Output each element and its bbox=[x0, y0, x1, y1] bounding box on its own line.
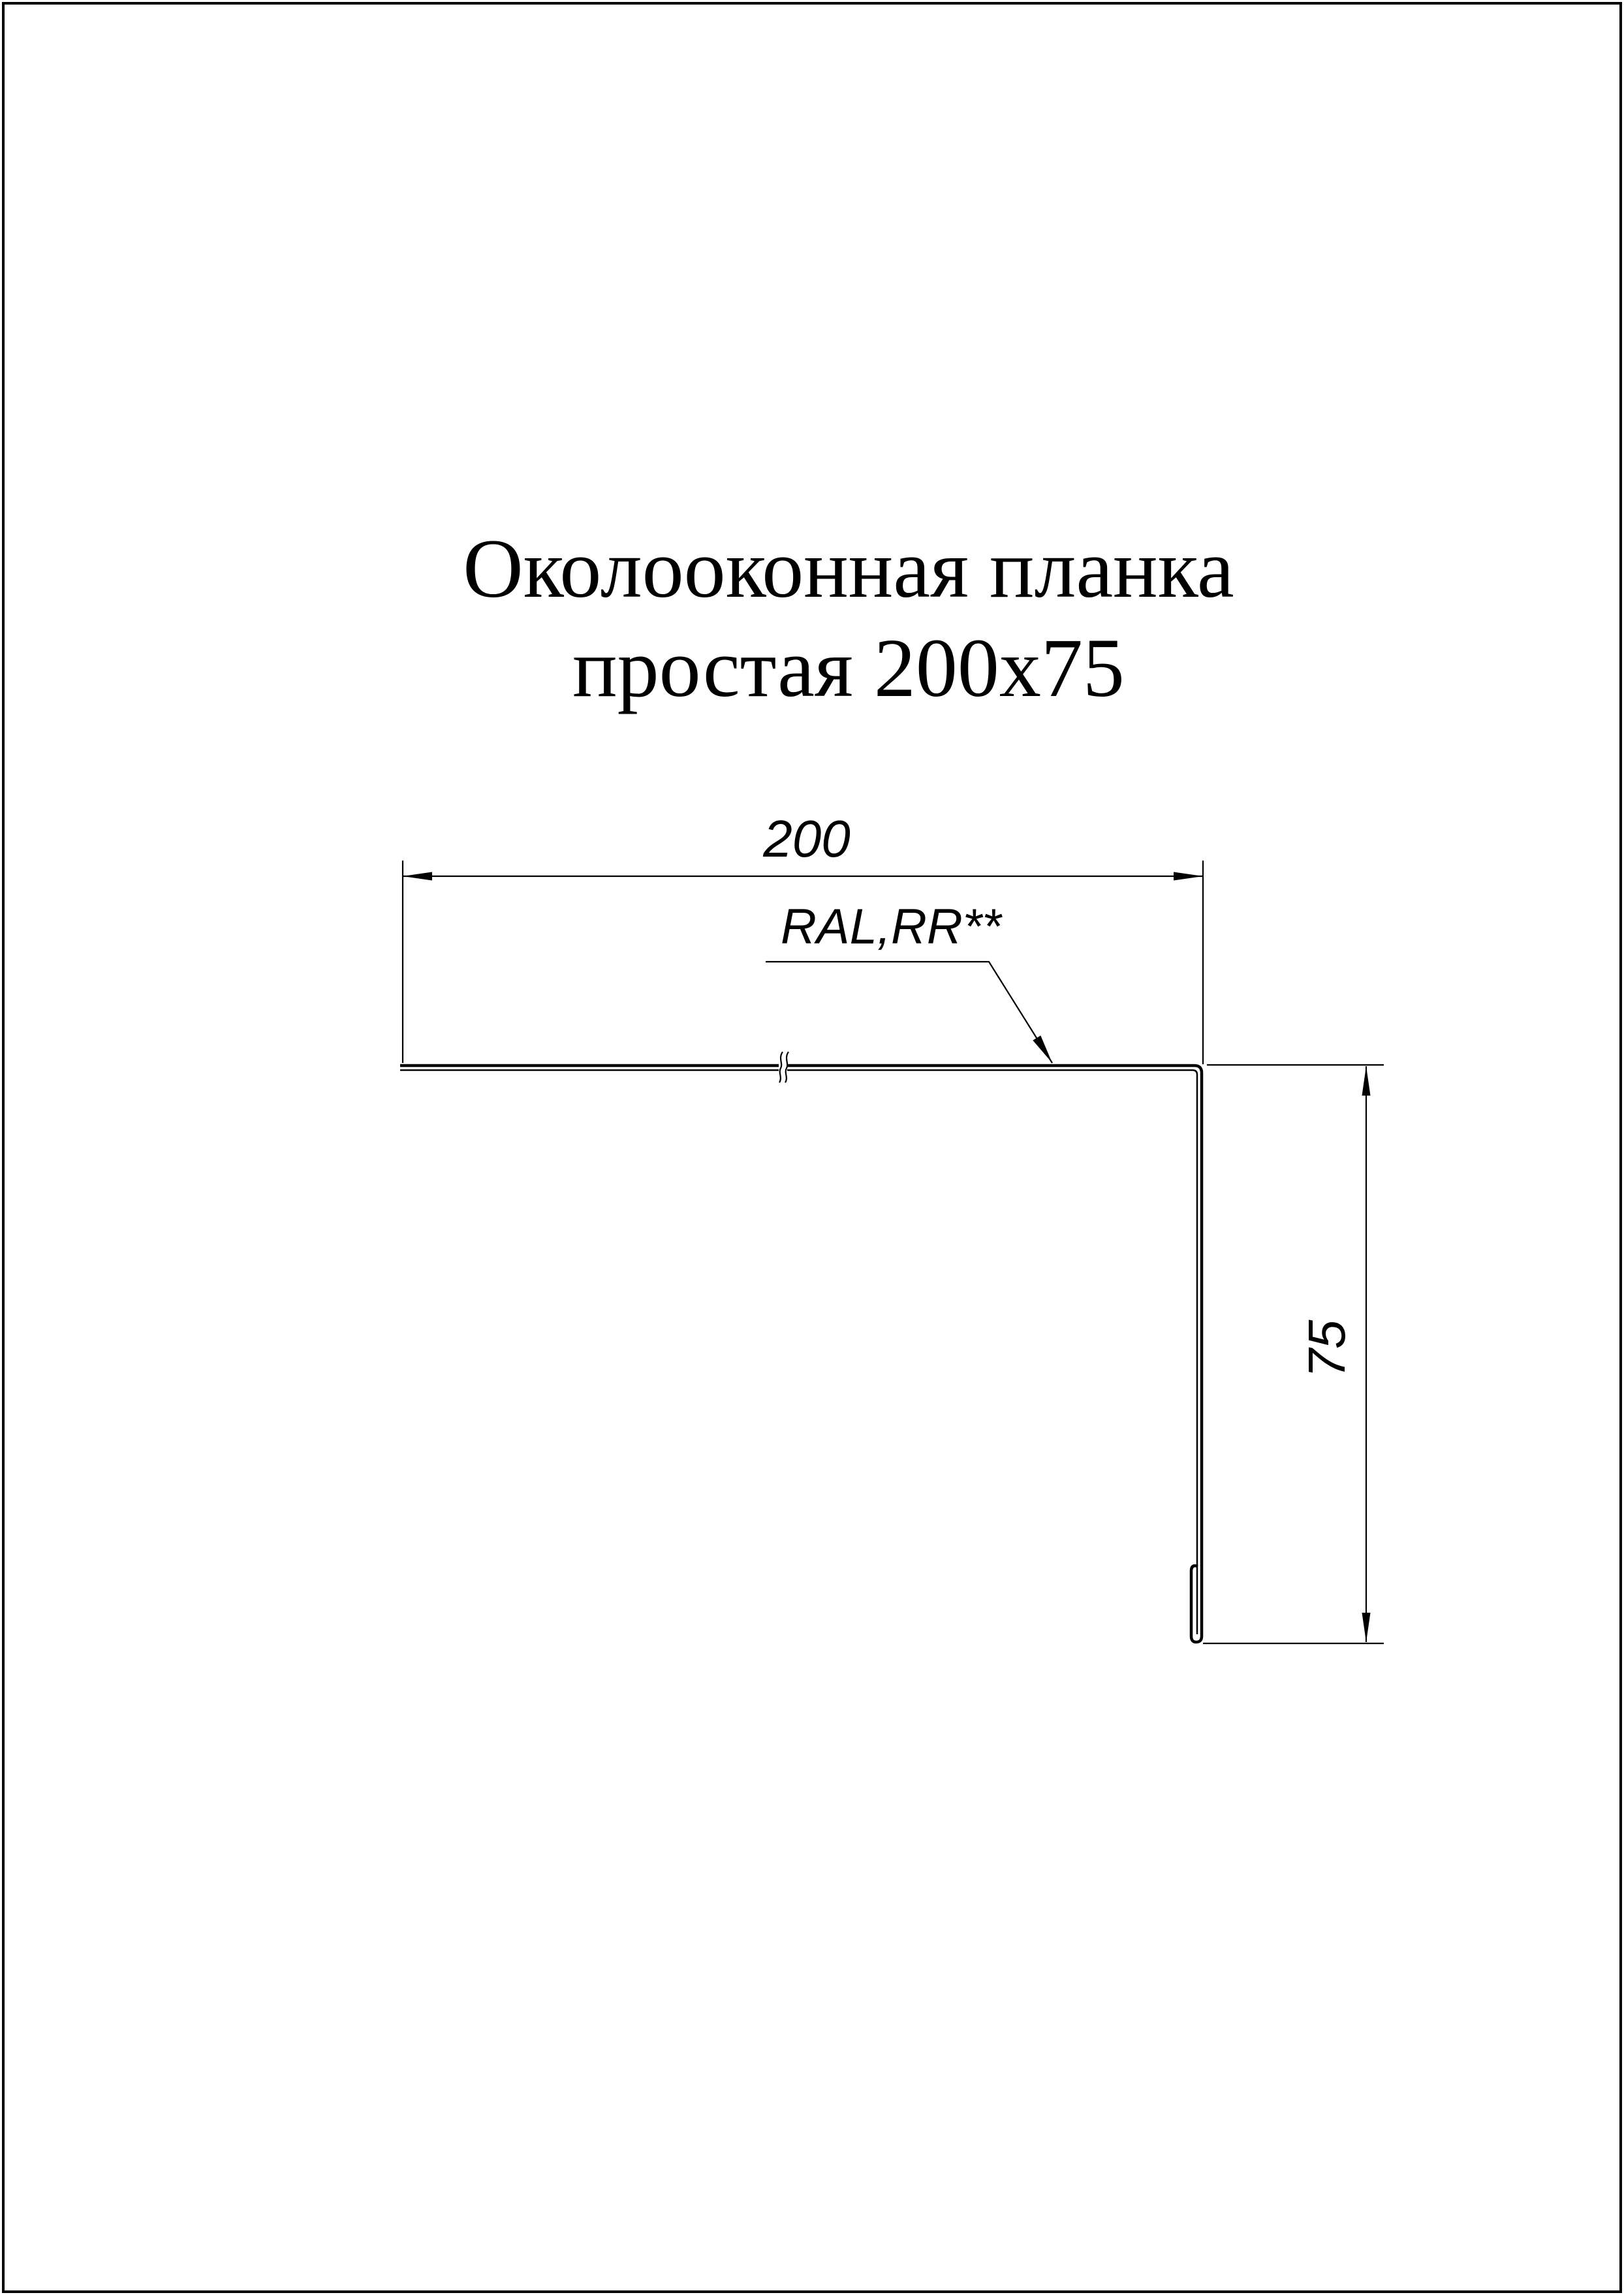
dim-75-arrow-bottom bbox=[1362, 1613, 1371, 1642]
dim-200-value: 200 bbox=[763, 810, 851, 868]
leader-arrow bbox=[1033, 1036, 1052, 1063]
title-line-1: Околооконная планка bbox=[463, 522, 1234, 615]
dim-200-arrow-left bbox=[403, 872, 432, 881]
dim-75-value: 75 bbox=[1298, 1320, 1356, 1378]
coating-label: RAL,RR** bbox=[781, 899, 1001, 955]
leader-line bbox=[766, 962, 1052, 1063]
dim-200-arrow-right bbox=[1174, 872, 1203, 881]
profile-inner-line bbox=[400, 1070, 1197, 1634]
title-line-2: простая 200х75 bbox=[572, 622, 1125, 714]
dim-75-arrow-top bbox=[1362, 1066, 1371, 1096]
profile-outer-line bbox=[400, 1066, 1202, 1642]
